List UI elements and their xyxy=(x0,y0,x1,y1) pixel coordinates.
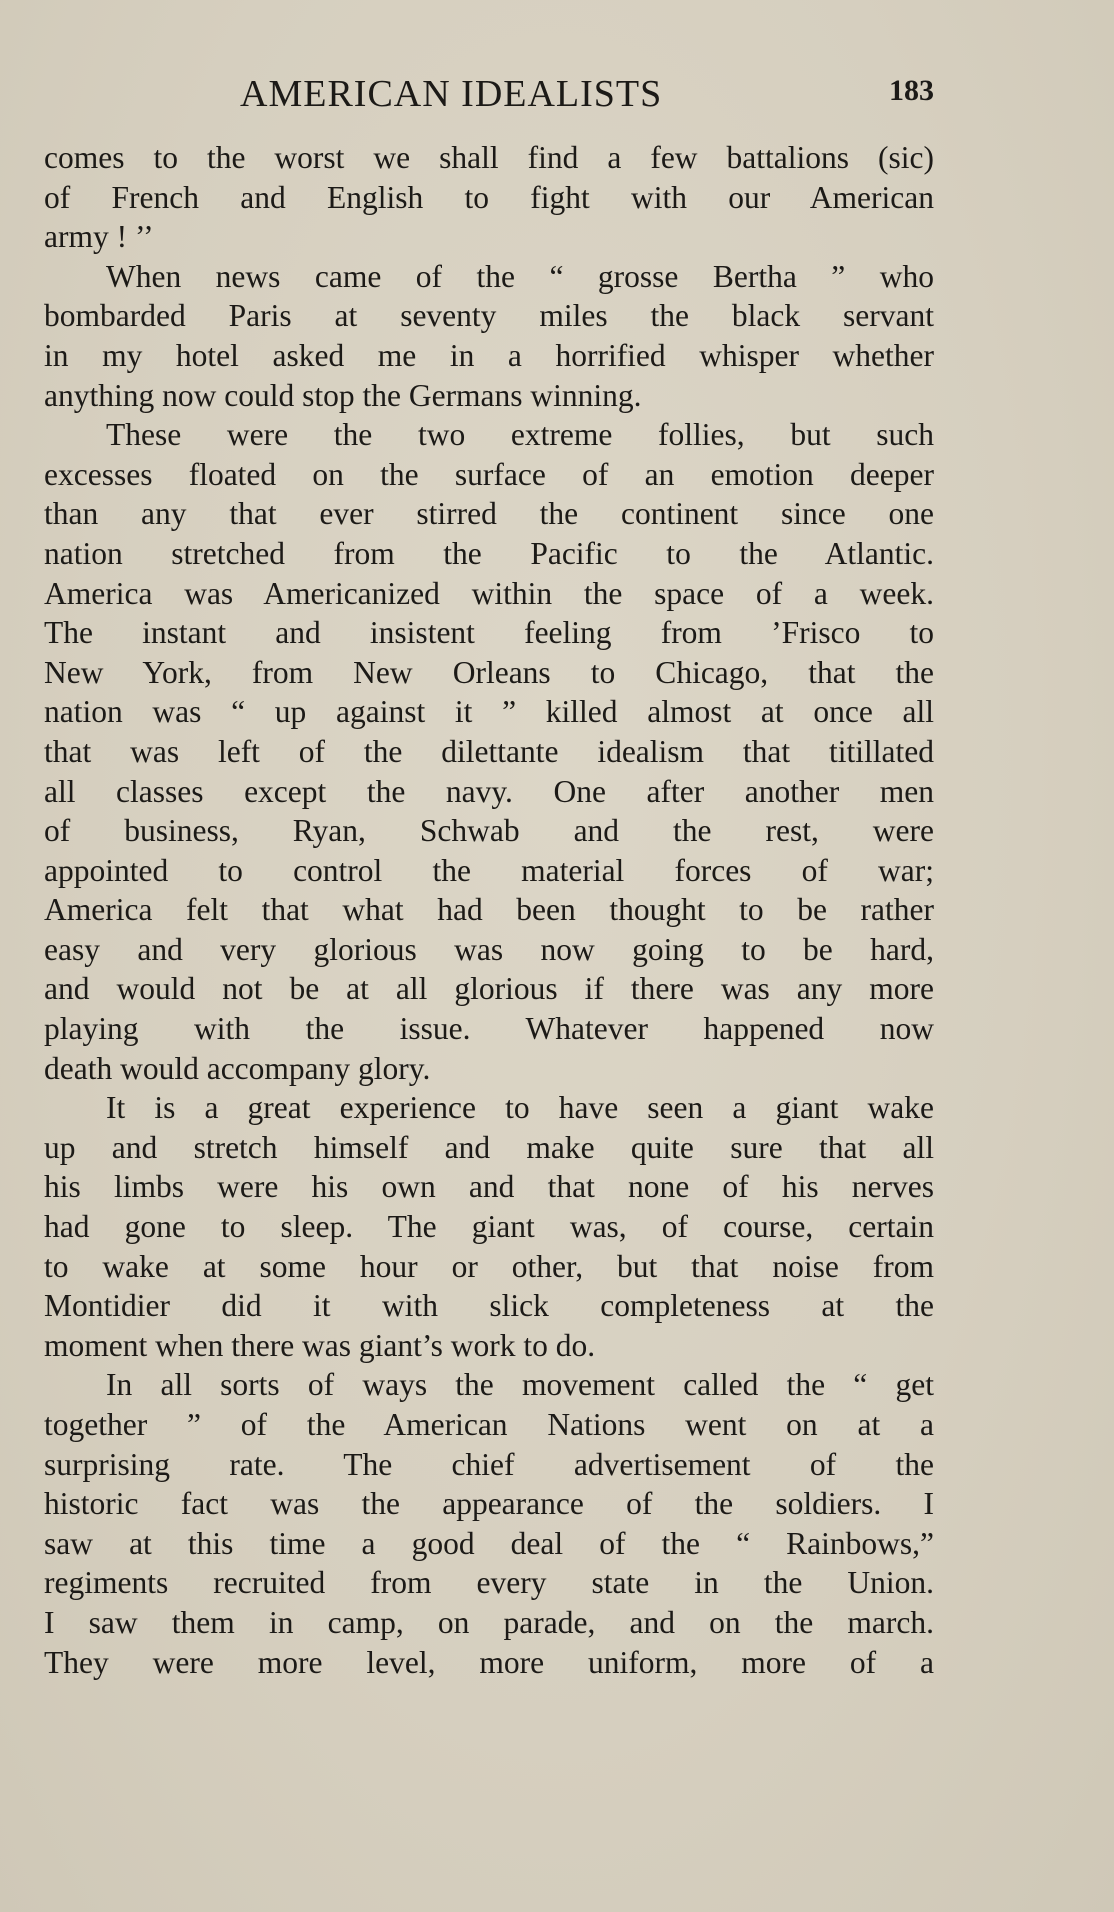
text-line: surprising rate. The chief advertisement of the xyxy=(44,1446,934,1482)
text-line: Montidier did it with slick completeness at the xyxy=(44,1288,934,1324)
text-line: easy and very glorious was now going to be hard, xyxy=(44,931,934,967)
text-line: together ” of the American Nations went on at a xyxy=(44,1407,934,1442)
text-line: to wake at some hour or other, but that noise from xyxy=(44,1248,934,1284)
text-line: playing with the issue. Whatever happened now xyxy=(44,1011,934,1047)
text-line: historic fact was the appearance of the soldiers. I xyxy=(44,1486,934,1522)
text-line: than any that ever stirred the continent since one xyxy=(44,496,934,532)
text-line: They were more level, more uniform, more of a xyxy=(44,1644,934,1680)
text-line: had gone to sleep. The giant was, of course, certain xyxy=(44,1209,934,1245)
text-line: saw at this time a good deal of the “ Rainbows,” xyxy=(44,1525,934,1561)
page-number: 183 xyxy=(889,74,934,107)
text-line: bombarded Paris at seventy miles the black servant xyxy=(44,298,934,334)
text-line: America was Americanized within the space of a week. xyxy=(44,575,934,611)
running-title: AMERICAN IDEALISTS xyxy=(240,73,663,115)
text-line: I saw them in camp, on parade, and on the march. xyxy=(44,1604,934,1640)
text-line: regiments recruited from every state in the Union. xyxy=(44,1565,934,1601)
text-line: When news came of the “ grosse Bertha ” who xyxy=(106,258,934,294)
text-line: New York, from New Orleans to Chicago, that the xyxy=(44,654,934,690)
text-line: of French and English to fight with our American xyxy=(44,179,934,215)
text-line: death would accompany glory. xyxy=(44,1050,431,1086)
text-line: anything now could stop the Germans winning. xyxy=(44,377,642,413)
body-text xyxy=(44,138,934,1682)
text-line: nation was “ up against it ” killed almost at once all xyxy=(44,694,934,730)
text-line: army ! ’’ xyxy=(44,219,154,255)
text-line: These were the two extreme follies, but such xyxy=(106,417,934,453)
text-line: of business, Ryan, Schwab and the rest, were xyxy=(44,813,934,849)
text-line: The instant and insistent feeling from ’Frisco to xyxy=(44,615,934,651)
text-line: up and stretch himself and make quite sure that all xyxy=(44,1129,934,1165)
text-line: his limbs were his own and that none of his nerves xyxy=(44,1169,934,1205)
text-line: nation stretched from the Pacific to the Atlantic. xyxy=(44,535,934,571)
text-line: moment when there was giant’s work to do. xyxy=(44,1327,596,1363)
text-line: all classes except the navy. One after another men xyxy=(44,773,934,809)
text-line: comes to the worst we shall find a few battalions (sic) xyxy=(44,140,934,175)
text-line: America felt that what had been thought to be rather xyxy=(44,892,934,928)
text-line: In all sorts of ways the movement called the “ get xyxy=(106,1367,934,1403)
text-line: It is a great experience to have seen a giant wake xyxy=(106,1090,934,1126)
text-line: excesses floated on the surface of an emotion deeper xyxy=(44,456,934,492)
text-line: that was left of the dilettante idealism that titillated xyxy=(44,733,934,769)
text-line: in my hotel asked me in a horrified whisper whether xyxy=(44,337,934,373)
text-line: and would not be at all glorious if there was any more xyxy=(44,971,934,1007)
text-line: appointed to control the material forces of war; xyxy=(44,852,934,888)
page-header xyxy=(44,72,934,124)
